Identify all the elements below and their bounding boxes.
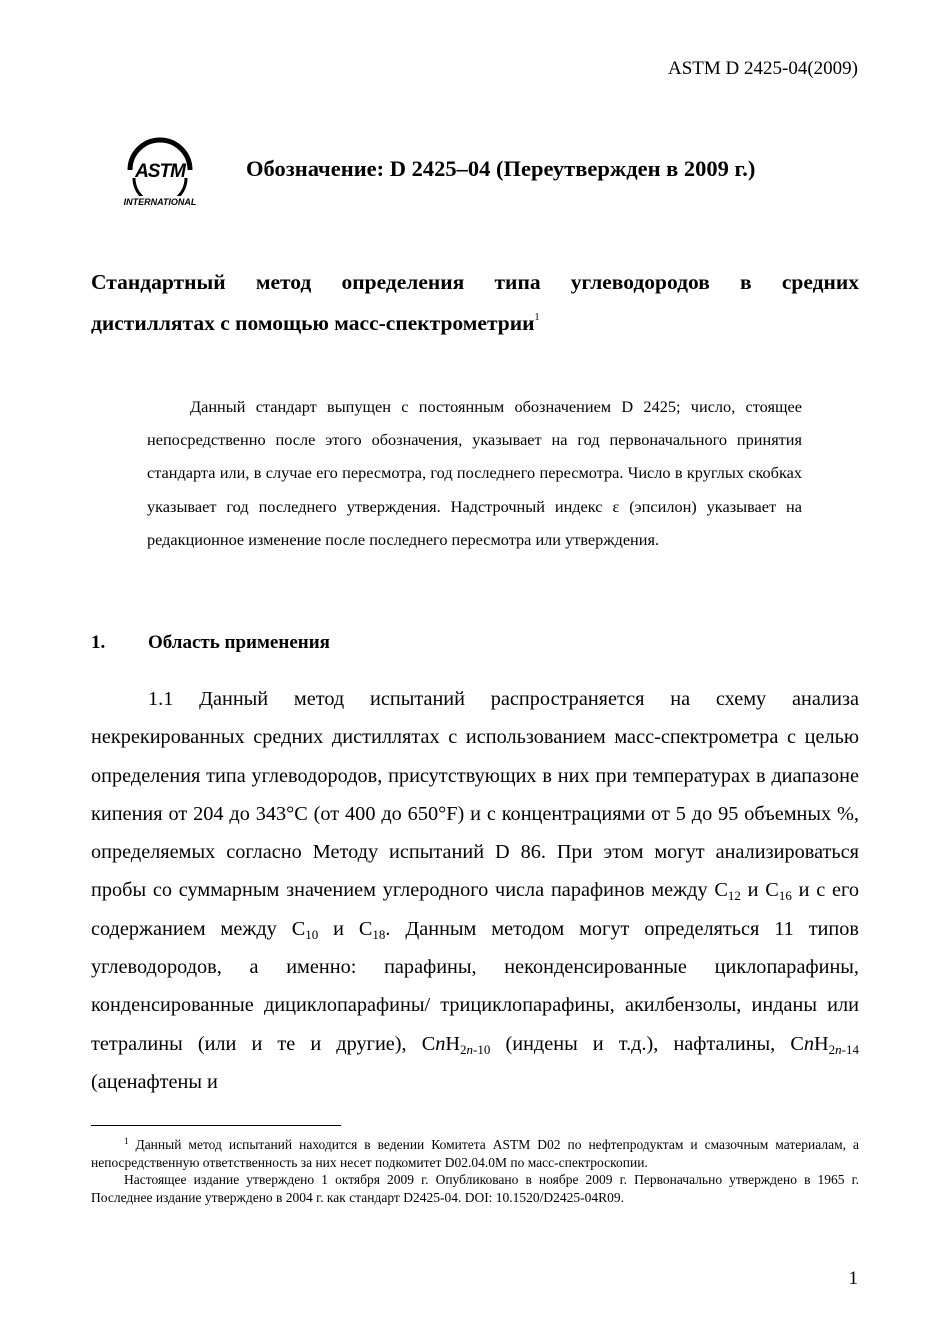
designation-notice: Данный стандарт выпущен с постоянным обозначением D 2425; число, стоящее непосредственно после этого обозначения, указывает на год первоначального принятия стандарта или, в случае его пересмотра, год последнего пересмотра. Число в круглых скобках указывает год последнего утверждения. Надстрочный индекс ε (эпсилон) указывает на редакционное изменение после последнего пересмотра или утверждения. [147, 397, 802, 549]
page-number: 1 [848, 1268, 858, 1289]
section-number: 1. [91, 632, 106, 653]
designation-heading: Обозначение: D 2425–04 (Переутвержден в 2009 г.) [246, 156, 756, 181]
document-id: ASTM D 2425-04(2009) [668, 58, 858, 79]
title-line-2: дистиллятах с помощью масс-спектрометрии [91, 311, 535, 335]
footnote-2: Настоящее издание утверждено 1 октября 2009 г. Опубликовано в ноябре 2009 г. Первоначально утверждено в 1965 г. Последнее издание утверждено в 2004 г. как стандарт D2425-04. DOI: 10.1520/D2425-04R09. [91, 1172, 859, 1205]
footnote-1: $^1$ Данный метод испытаний находится в ведении Комитета ASTM D02 по нефтепродуктам и смазочным материалам, а непосредственную ответственность за них несет подкомитет D02.04.0M по масс-спектроскопии. [91, 1136, 859, 1170]
footnotes [91, 1136, 859, 1206]
standard-title [91, 262, 859, 344]
footnote-divider [91, 1125, 341, 1126]
title-line-1: Стандартный метод определения типа углеводородов в средних [91, 270, 859, 294]
paragraph-1-1: 1.1 Данный метод испытаний распространяется на схему анализа некрекированных средних дистиллятах с использованием масс-спектрометра с целью определения типа углеводородов, присутствующих в них при температурах в диапазоне кипения от 204 до 343°C (от 400 до 650°F) и с концентрациями от 5 до 95 объемных %, определяемых согласно Методу испытаний D 86. При этом могут анализироваться пробы со суммарным значением углеродного числа парафинов между $C_{12}$ и $C_{16}$ и с его содержанием между $C_{10}$ и $C_{18}$. Данным методом могут определяться 11 типов углеводородов, а именно: парафины, неконденсированные циклопарафины, конденсированные дициклопарафины/ трициклопарафины, акилбензолы, инданы или тетралины (или и те и другие), CnH$_{2n-10}$ (индены и т.д.), нафталины, CnH$_{2n-14}$ (аценафтены и [91, 688, 860, 1093]
title-footnote-mark: 1 [534, 312, 540, 323]
section-heading [91, 632, 330, 654]
section-title: Область применения [148, 632, 330, 653]
svg-text:ASTM: ASTM [135, 161, 185, 182]
astm-logo [118, 134, 202, 208]
svg-text:INTERNATIONAL: INTERNATIONAL [123, 197, 197, 207]
